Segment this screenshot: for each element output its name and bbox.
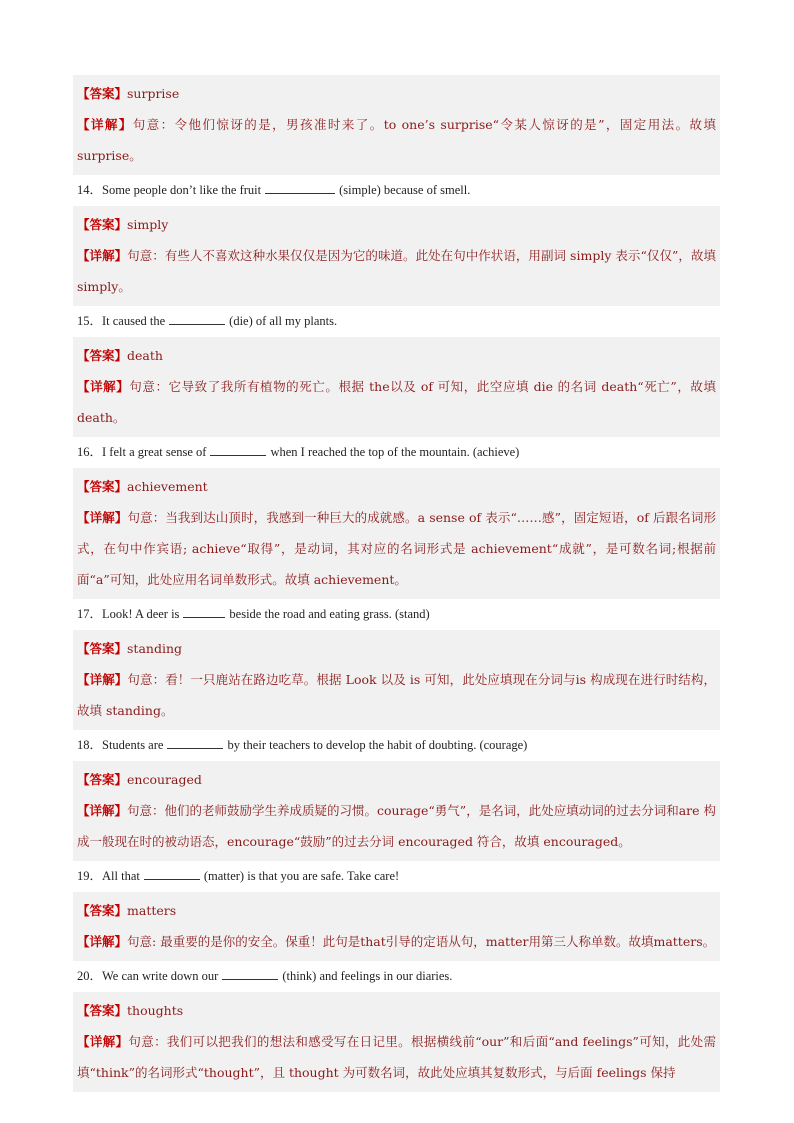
answer-blank [222, 965, 278, 980]
answer-blank [167, 734, 223, 749]
answer-text: encouraged [127, 772, 202, 787]
detail-line [77, 371, 716, 433]
detail-tag: 【详解】 [77, 510, 128, 525]
detail-tag: 【详解】 [77, 379, 130, 394]
detail-tag: 【详解】 [77, 248, 128, 263]
answer-line [77, 340, 716, 371]
question-20 [73, 961, 720, 992]
detail-text: 句意：有些人不喜欢这种水果仅仅是因为它的味道。此处在句中作状语，用副词 simply 表示“仅仅”，故填 simply。 [77, 248, 716, 294]
answer-blank [183, 603, 225, 618]
answer-block-16 [73, 468, 720, 599]
question-tail: (think) and feelings in our diaries. [282, 969, 453, 983]
answer-line [77, 78, 716, 109]
detail-line [77, 795, 716, 857]
question-text: 16．I felt a great sense of [77, 445, 207, 459]
question-text: 19．All that [77, 869, 140, 883]
answer-tag: 【答案】 [77, 348, 128, 363]
question-text: 18．Students are [77, 738, 164, 752]
detail-tag: 【详解】 [77, 672, 128, 687]
question-tail: beside the road and eating grass. (stand) [229, 607, 430, 621]
question-tail: (matter) is that you are safe. Take care! [203, 869, 400, 883]
question-tail: (simple) because of smell. [339, 183, 471, 197]
question-text: 15．It caused the [77, 314, 166, 328]
answer-block-19 [73, 892, 720, 961]
detail-line [77, 664, 716, 726]
answer-blank [265, 179, 335, 194]
answer-text: standing [127, 641, 183, 656]
question-tail: when I reached the top of the mountain. (achieve) [270, 445, 520, 459]
question-16 [73, 437, 720, 468]
answer-line [77, 895, 716, 926]
detail-text: 句意：它导致了我所有植物的死亡。根据 the以及 of 可知，此空应填 die 的名词 death“死亡”，故填 death。 [77, 379, 716, 425]
question-text: 14．Some people don’t like the fruit [77, 183, 262, 197]
answer-tag: 【答案】 [77, 479, 128, 494]
detail-tag: 【详解】 [77, 803, 128, 818]
answer-block-15 [73, 337, 720, 437]
answer-line [77, 995, 716, 1026]
detail-text: 句意：令他们惊讶的是，男孩准时来了。to one’s surprise“令某人惊讶的是”，固定用法。故填surprise。 [77, 117, 716, 163]
detail-text: 句意: 最重要的是你的安全。保重！此句是that引导的定语从句，matter用第三人称单数。故填matters。 [127, 934, 716, 949]
answer-tag: 【答案】 [77, 903, 128, 918]
question-14 [73, 175, 720, 206]
answer-text: simply [127, 217, 169, 232]
detail-line [77, 926, 716, 957]
detail-text: 句意：看！一只鹿站在路边吃草。根据 Look 以及 is 可知，此处应填现在分词与is 构成现在进行时结构，故填 standing。 [77, 672, 716, 718]
question-18 [73, 730, 720, 761]
answer-blank [210, 441, 266, 456]
answer-line [77, 471, 716, 502]
answer-block-13 [73, 75, 720, 175]
answer-tag: 【答案】 [77, 641, 128, 656]
question-text: 17．Look! A deer is [77, 607, 180, 621]
answer-text: surprise [127, 86, 180, 101]
answer-text: achievement [127, 479, 208, 494]
question-19 [73, 861, 720, 892]
answer-blank [169, 310, 225, 325]
answer-line [77, 209, 716, 240]
detail-line [77, 1026, 716, 1088]
answer-line [77, 764, 716, 795]
document-page [73, 75, 720, 1092]
answer-block-14 [73, 206, 720, 306]
answer-text: thoughts [127, 1003, 184, 1018]
answer-block-18 [73, 761, 720, 861]
answer-text: death [127, 348, 163, 363]
answer-tag: 【答案】 [77, 1003, 128, 1018]
detail-text: 句意：他们的老师鼓励学生养成质疑的习惯。courage“勇气”，是名词，此处应填动词的过去分词和are 构成一般现在时的被动语态，encourage“鼓励”的过去分词 encouraged 符合，故填 encouraged。 [77, 803, 717, 849]
answer-block-17 [73, 630, 720, 730]
detail-line [77, 240, 716, 302]
answer-tag: 【答案】 [77, 217, 128, 232]
answer-tag: 【答案】 [77, 772, 128, 787]
answer-blank [144, 865, 200, 880]
detail-text: 句意：当我到达山顶时，我感到一种巨大的成就感。a sense of 表示“……感”，固定短语，of 后跟名词形式，在句中作宾语; achieve“取得”，是动词，其对应的名词形式是 achievement“成就”，是可数名词;根据前面“a”可知，此处应用名词单数形式。故填 achievement。 [77, 510, 716, 587]
answer-tag: 【答案】 [77, 86, 128, 101]
question-tail: (die) of all my plants. [229, 314, 338, 328]
detail-line [77, 109, 716, 171]
answer-text: matters [127, 903, 177, 918]
detail-text: 句意：我们可以把我们的想法和感受写在日记里。根据横线前“our”和后面“and feelings”可知，此处需填“think”的名词形式“thought”，且 thought 为可数名词，故此处应填其复数形式，与后面 feelings 保持 [77, 1034, 716, 1080]
question-text: 20．We can write down our [77, 969, 219, 983]
detail-tag: 【详解】 [77, 1034, 129, 1049]
detail-line [77, 502, 716, 595]
detail-tag: 【详解】 [77, 117, 133, 132]
detail-tag: 【详解】 [77, 934, 128, 949]
question-tail: by their teachers to develop the habit of doubting. (courage) [227, 738, 528, 752]
answer-line [77, 633, 716, 664]
question-17 [73, 599, 720, 630]
answer-block-20 [73, 992, 720, 1092]
question-15 [73, 306, 720, 337]
